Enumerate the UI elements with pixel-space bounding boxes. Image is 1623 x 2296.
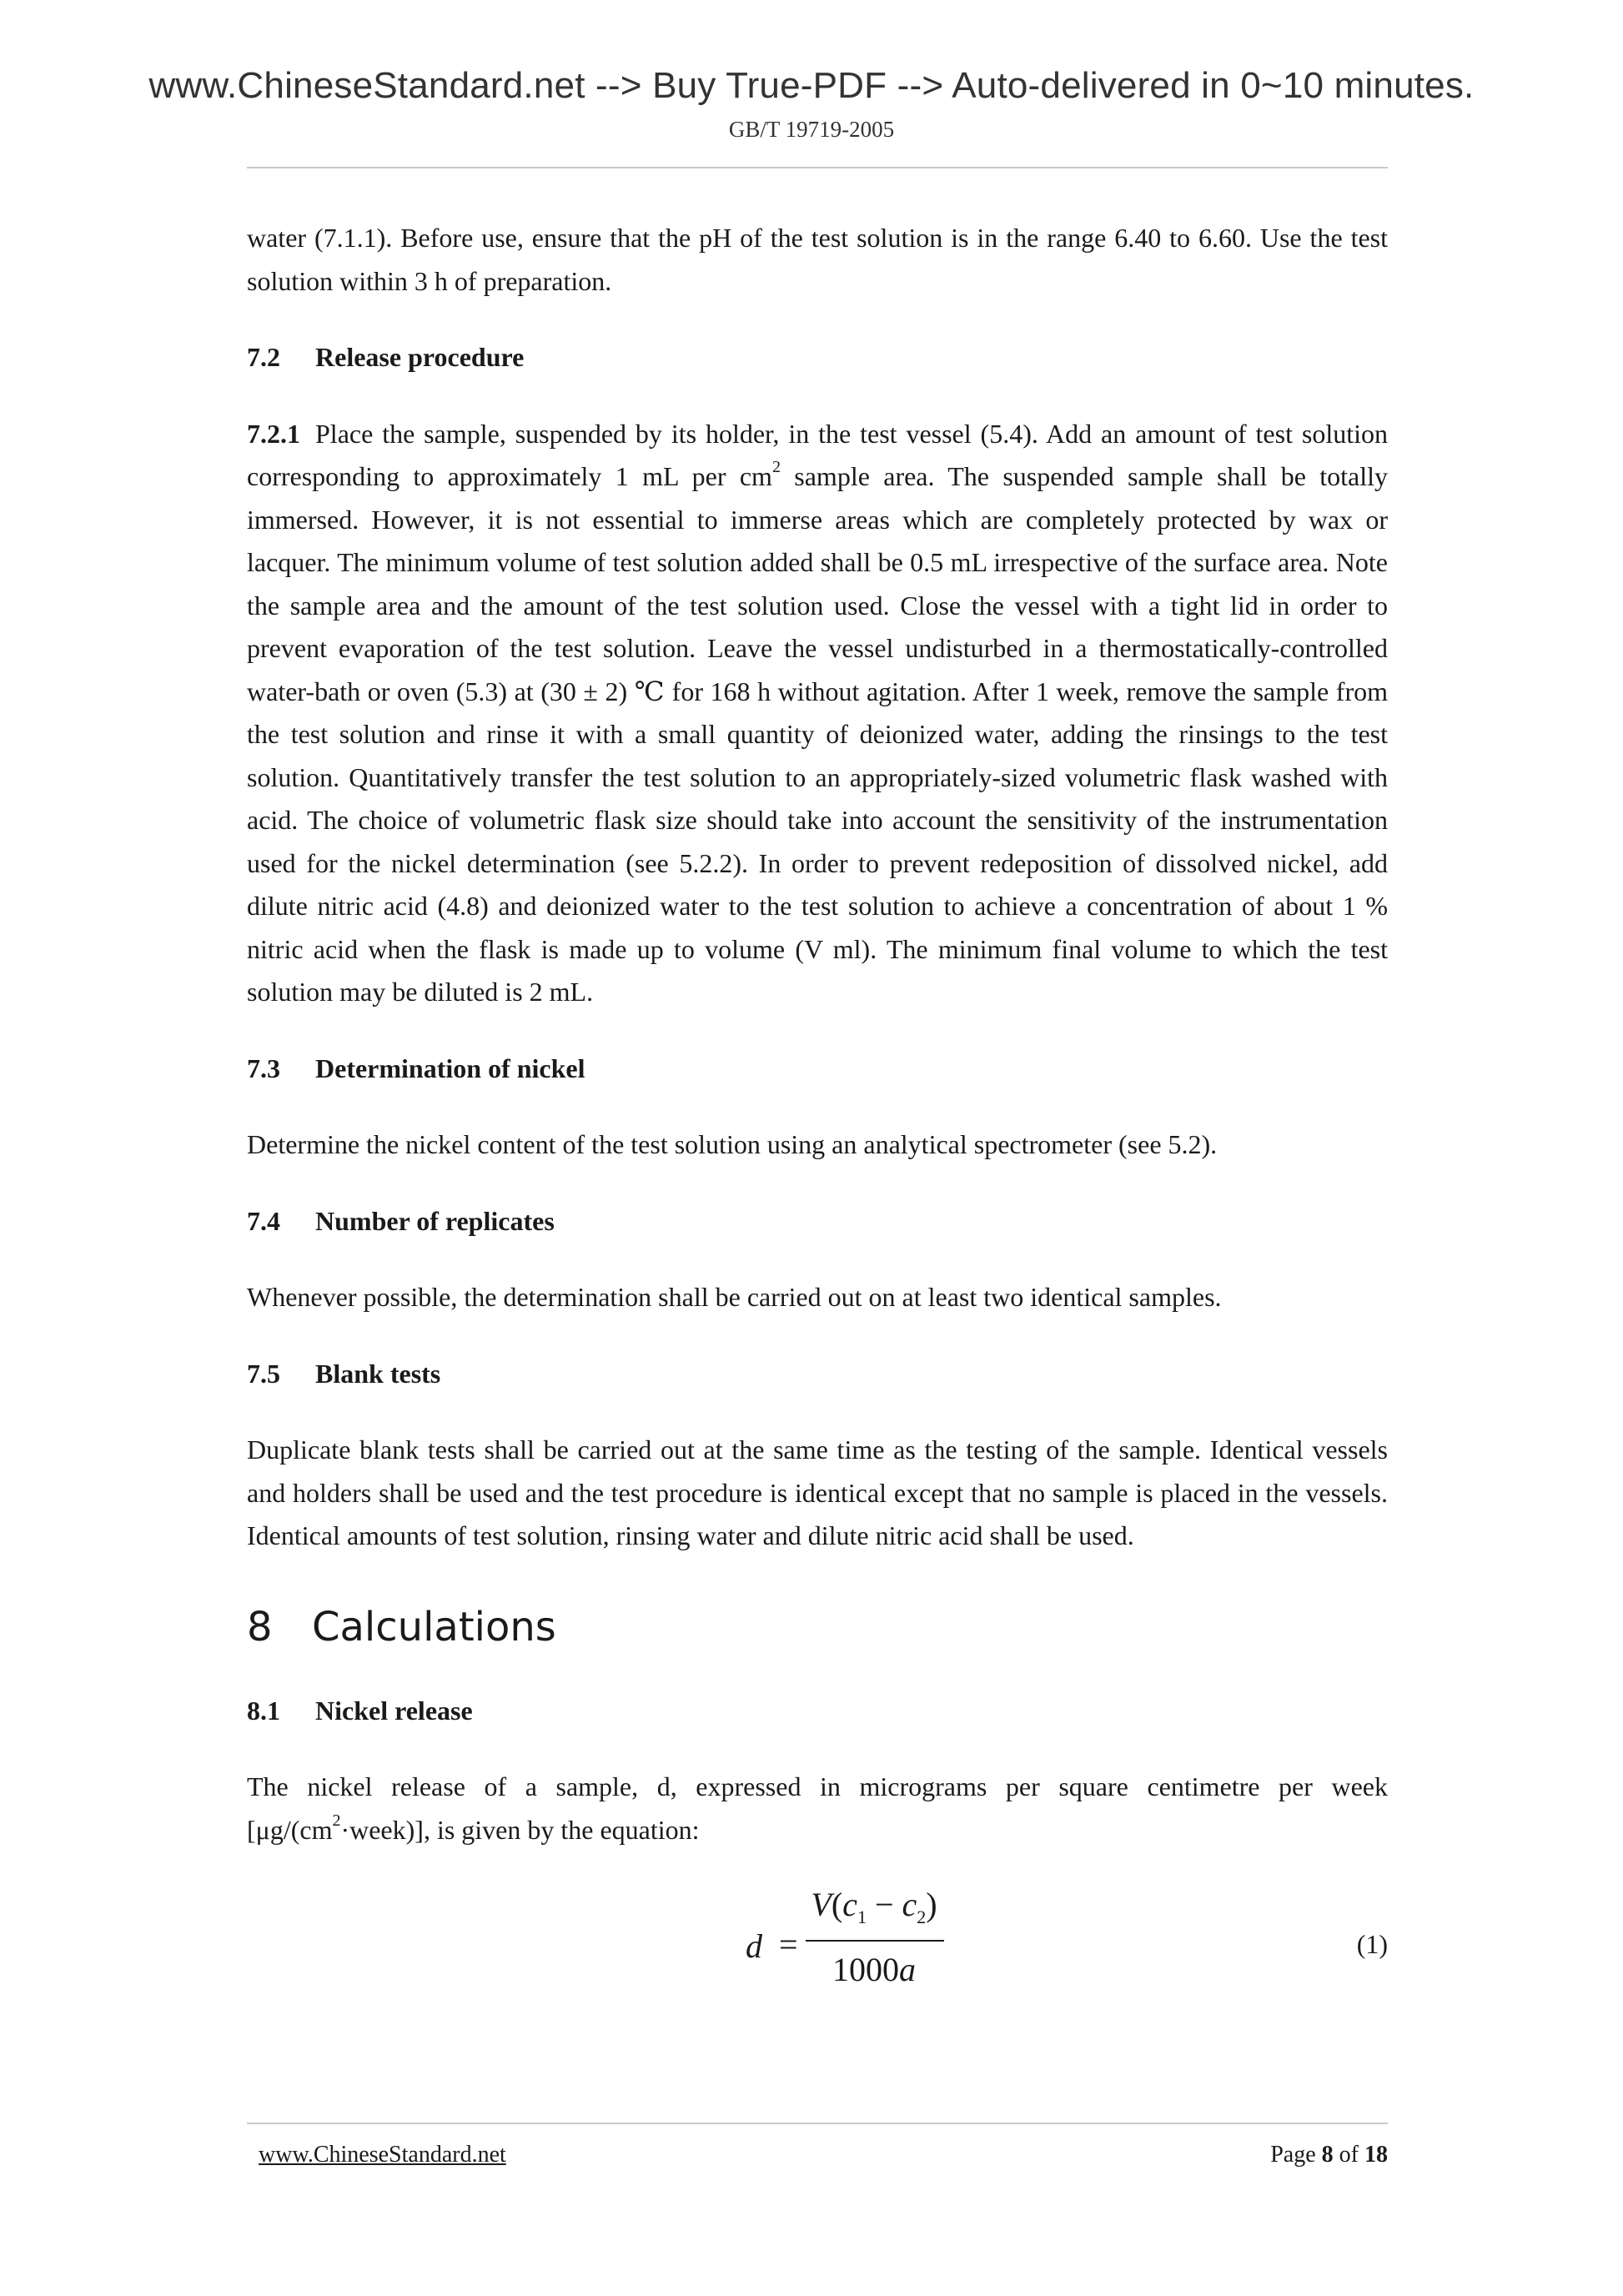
section-7-5-paragraph: Duplicate blank tests shall be carried out at the same time as the testing of the sample. Identical vessels and holders shall be used and the test procedure is identical except that no sample is placed in the vessels. Identical amounts of test solution, rinsing water and dilute nitric acid shall be used.	[247, 1434, 1388, 1550]
page-label: Page	[1270, 2142, 1322, 2168]
paren-open: (	[831, 1886, 843, 1923]
paragraph-text: The nickel release of a sample, d, expressed in micrograms per square centimetre per week [μg/(cm	[247, 1771, 1388, 1845]
equation-lhs: d	[746, 1927, 762, 1965]
section-7-4-paragraph: Whenever possible, the determination shall be carried out on at least two identical samples.	[247, 1282, 1222, 1312]
section-7-4-heading	[247, 1200, 1388, 1243]
var-c1: c	[842, 1886, 857, 1923]
standard-code: GB/T 19719-2005	[728, 117, 895, 142]
section-number: 8	[247, 1603, 273, 1650]
section-title: Blank tests	[315, 1358, 441, 1389]
footer-link[interactable]: www.ChineseStandard.net	[259, 2142, 506, 2168]
var-a: a	[899, 1951, 916, 1988]
equation-number: (1)	[1356, 1929, 1388, 1959]
footer-divider	[247, 2123, 1388, 2124]
intro-paragraph: water (7.1.1). Before use, ensure that the pH of the test solution is in the range 6.40 to 6.60. Use the test solution within 3 h of preparation.	[247, 223, 1388, 296]
section-7-3-paragraph: Determine the nickel content of the test solution using an analytical spectrometer (see 5.2).	[247, 1129, 1218, 1159]
paren-close: )	[926, 1886, 937, 1923]
subscript-1: 1	[857, 1907, 867, 1927]
section-8-1-paragraph	[247, 1766, 1388, 1851]
page-indicator	[1270, 2142, 1388, 2168]
fraction-numerator	[807, 1883, 941, 1939]
section-number: 7.5	[247, 1358, 280, 1389]
equals-sign: =	[779, 1926, 798, 1963]
section-number: 7.4	[247, 1205, 280, 1236]
section-title: Release procedure	[315, 342, 525, 372]
section-number: 8.1	[247, 1695, 280, 1726]
var-v: V	[811, 1886, 832, 1923]
paragraph-text: ·week)], is given by the equation:	[340, 1814, 700, 1845]
section-7-5-heading	[247, 1353, 1388, 1396]
section-7-3-heading	[247, 1048, 1388, 1091]
superscript: 2	[771, 458, 781, 477]
paragraph-text: sample area. The suspended sample shall be totally immersed. However, it is not essential to immerse areas which are completely protected by wax or lacquer. The minimum volume of test solution added shall be 0.5 mL irrespective of the surface area. Note the sample area and the amount of the test solution used. Close the vessel with a tight lid in order to prevent evaporation of the test solution. Leave the vessel undisturbed in a thermostatically-controlled water-bath or oven (5.3) at (30 ± 2) ℃ for 168 h without agitation. After 1 week, remove the sample from the test solution and rinse it with a small quantity of deionized water, adding the rinsings to the test solution. Quantitatively transfer the test solution to an appropriately-sized volumetric flask washed with acid. The choice of volumetric flask size should take into account the sensitivity of the instrumentation used for the nickel determination (see 5.2.2). In order to prevent redeposition of dissolved nickel, add dilute nitric acid (4.8) and deionized water to the test solution to achieve a concentration of about 1 % nitric acid when the flask is made up to volume (V ml). The minimum final volume to which the test solution may be diluted is 2 mL.	[247, 461, 1389, 1007]
document-body	[247, 217, 1388, 2018]
minus-sign: −	[866, 1886, 902, 1923]
var-c2: c	[902, 1886, 917, 1923]
page-number: 8	[1321, 2142, 1334, 2168]
section-title: Number of replicates	[315, 1205, 555, 1236]
constant-1000: 1000	[832, 1951, 899, 1988]
section-number: 7.3	[247, 1053, 280, 1083]
section-title: Determination of nickel	[315, 1053, 585, 1083]
page-of: of	[1333, 2142, 1364, 2168]
superscript: 2	[332, 1811, 341, 1830]
fraction-denominator	[807, 1948, 941, 1992]
section-8-1-heading	[247, 1690, 1388, 1733]
section-7-2-1-paragraph	[247, 413, 1388, 1014]
subscript-2: 2	[917, 1907, 927, 1927]
promo-banner: www.ChineseStandard.net --> Buy True-PDF --> Auto-delivered in 0~10 minutes.	[148, 65, 1475, 106]
section-8-heading	[247, 1598, 1388, 1656]
section-number: 7.2	[247, 342, 280, 372]
section-title: Calculations	[312, 1603, 556, 1650]
header-divider	[247, 167, 1388, 168]
section-title: Nickel release	[315, 1695, 473, 1726]
page-total: 18	[1364, 2142, 1388, 2168]
section-7-2-heading	[247, 336, 1388, 379]
fraction-bar	[806, 1940, 944, 1942]
subsection-number: 7.2.1	[247, 418, 300, 449]
equation-1	[247, 1876, 1388, 2018]
paragraph-text: Place the sample, suspended by its holder, in the test vessel (5.4). Add an amount of test solution corresponding to approximately 1 mL per cm	[247, 418, 1388, 491]
